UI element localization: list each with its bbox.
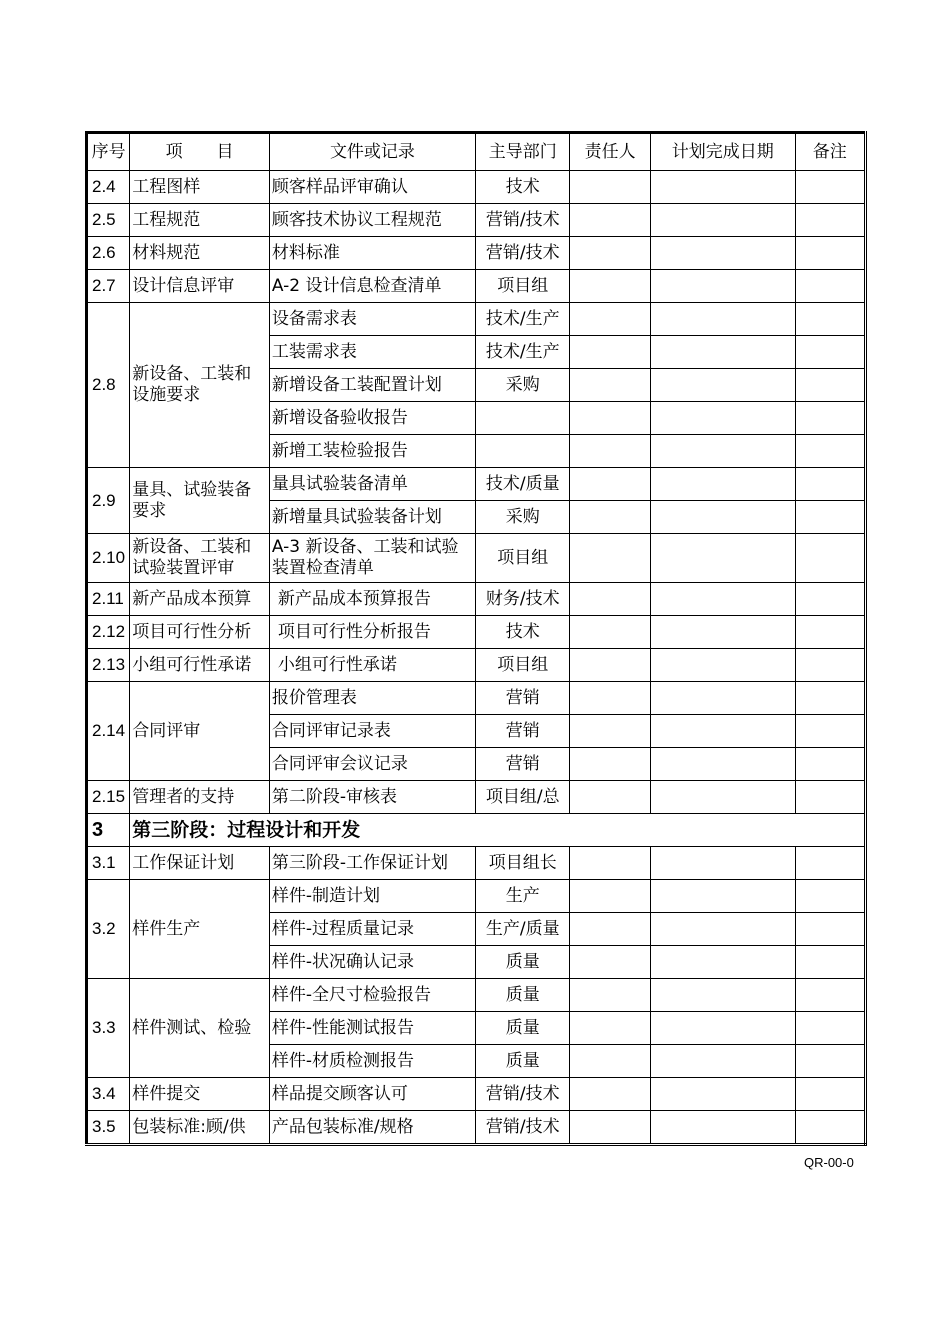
due-date-cell [650,468,795,501]
row-number: 2.11 [87,583,130,616]
owner-cell [570,1111,650,1145]
due-date-cell [650,204,795,237]
planning-sheet [85,131,867,1146]
table-row [87,237,866,270]
document-name: 新增量具试验装备计划 [269,501,475,534]
table-row [87,204,866,237]
header-date: 计划完成日期 [650,133,795,171]
lead-department: 营销 [475,682,569,715]
table-row [87,616,866,649]
table-row [87,1078,866,1111]
due-date-cell [650,303,795,336]
due-date-cell [650,402,795,435]
note-cell [795,402,865,435]
owner-cell [570,336,650,369]
item-name: 项目可行性分析 [130,616,270,649]
table-row [87,583,866,616]
owner-cell [570,303,650,336]
due-date-cell [650,979,795,1012]
owner-cell [570,402,650,435]
lead-department: 营销 [475,715,569,748]
lead-department: 营销/技术 [475,204,569,237]
item-name: 新设备、工装和试验装置评审 [130,534,270,583]
item-name: 工程图样 [130,171,270,204]
item-name: 样件测试、检验 [130,979,270,1078]
note-cell [795,847,865,880]
lead-department: 生产/质量 [475,913,569,946]
document-name: 合同评审会议记录 [269,748,475,781]
lead-department: 质量 [475,1045,569,1078]
lead-department: 采购 [475,501,569,534]
note-cell [795,468,865,501]
lead-department: 营销 [475,748,569,781]
table-row [87,303,866,336]
row-number: 3.4 [87,1078,130,1111]
table-row [87,880,866,913]
due-date-cell [650,171,795,204]
document-name: 样件-制造计划 [269,880,475,913]
document-name: A-2 设计信息检查清单 [269,270,475,303]
lead-department [475,435,569,468]
table-row [87,979,866,1012]
section-title: 第三阶段：过程设计和开发 [130,814,866,847]
document-name: 样件-状况确认记录 [269,946,475,979]
document-name: 样件-全尺寸检验报告 [269,979,475,1012]
item-name: 小组可行性承诺 [130,649,270,682]
lead-department: 技术/生产 [475,336,569,369]
row-number: 2.6 [87,237,130,270]
owner-cell [570,1045,650,1078]
document-name: 小组可行性承诺 [269,649,475,682]
row-number: 2.15 [87,781,130,814]
owner-cell [570,534,650,583]
note-cell [795,369,865,402]
item-name: 设计信息评审 [130,270,270,303]
owner-cell [570,435,650,468]
row-number: 3.2 [87,880,130,979]
note-cell [795,204,865,237]
item-name: 新产品成本预算 [130,583,270,616]
owner-cell [570,781,650,814]
item-name: 包装标准:顾/供 [130,1111,270,1145]
owner-cell [570,468,650,501]
note-cell [795,583,865,616]
owner-cell [570,748,650,781]
owner-cell [570,979,650,1012]
note-cell [795,979,865,1012]
item-name: 工作保证计划 [130,847,270,880]
due-date-cell [650,616,795,649]
document-name: 项目可行性分析报告 [269,616,475,649]
owner-cell [570,583,650,616]
document-name: 工装需求表 [269,336,475,369]
document-name: 报价管理表 [269,682,475,715]
due-date-cell [650,649,795,682]
lead-department: 技术/质量 [475,468,569,501]
plan-table-body [87,133,866,1145]
header-doc: 文件或记录 [269,133,475,171]
due-date-cell [650,1012,795,1045]
due-date-cell [650,270,795,303]
document-name: 新增工装检验报告 [269,435,475,468]
section-row [87,814,866,847]
document-name: 新增设备验收报告 [269,402,475,435]
document-name: 合同评审记录表 [269,715,475,748]
note-cell [795,270,865,303]
plan-table [85,131,867,1146]
note-cell [795,534,865,583]
row-number: 2.9 [87,468,130,534]
lead-department: 项目组 [475,649,569,682]
lead-department: 营销/技术 [475,1078,569,1111]
owner-cell [570,847,650,880]
owner-cell [570,204,650,237]
note-cell [795,1078,865,1111]
lead-department: 项目组长 [475,847,569,880]
due-date-cell [650,946,795,979]
row-number: 2.7 [87,270,130,303]
note-cell [795,303,865,336]
lead-department: 生产 [475,880,569,913]
owner-cell [570,649,650,682]
due-date-cell [650,534,795,583]
owner-cell [570,501,650,534]
document-name: 顾客样品评审确认 [269,171,475,204]
table-row [87,171,866,204]
table-row [87,847,866,880]
owner-cell [570,715,650,748]
header-owner: 责任人 [570,133,650,171]
header-seq: 序号 [87,133,130,171]
note-cell [795,781,865,814]
note-cell [795,913,865,946]
lead-department: 项目组/总 [475,781,569,814]
owner-cell [570,270,650,303]
due-date-cell [650,847,795,880]
lead-department: 财务/技术 [475,583,569,616]
note-cell [795,946,865,979]
header-dept: 主导部门 [475,133,569,171]
due-date-cell [650,748,795,781]
lead-department: 技术 [475,616,569,649]
owner-cell [570,1078,650,1111]
lead-department [475,402,569,435]
due-date-cell [650,781,795,814]
document-name: 第二阶段-审核表 [269,781,475,814]
owner-cell [570,913,650,946]
owner-cell [570,171,650,204]
due-date-cell [650,1045,795,1078]
row-number: 2.12 [87,616,130,649]
note-cell [795,237,865,270]
section-number: 3 [87,814,130,847]
note-cell [795,1045,865,1078]
item-name: 合同评审 [130,682,270,781]
due-date-cell [650,1078,795,1111]
due-date-cell [650,880,795,913]
note-cell [795,715,865,748]
note-cell [795,880,865,913]
owner-cell [570,237,650,270]
document-name: 量具试验装备清单 [269,468,475,501]
table-row [87,781,866,814]
due-date-cell [650,715,795,748]
row-number: 3.3 [87,979,130,1078]
due-date-cell [650,1111,795,1145]
document-name: 产品包装标准/规格 [269,1111,475,1145]
item-name: 新设备、工装和设施要求 [130,303,270,468]
lead-department: 质量 [475,979,569,1012]
table-row [87,1111,866,1145]
due-date-cell [650,237,795,270]
lead-department: 项目组 [475,270,569,303]
row-number: 2.13 [87,649,130,682]
item-name: 管理者的支持 [130,781,270,814]
row-number: 3.5 [87,1111,130,1145]
form-code: QR-00-0 [804,1155,854,1170]
row-number: 2.8 [87,303,130,468]
document-name: A-3 新设备、工装和试验装置检查清单 [269,534,475,583]
document-name: 样品提交顾客认可 [269,1078,475,1111]
due-date-cell [650,336,795,369]
lead-department: 质量 [475,946,569,979]
row-number: 2.5 [87,204,130,237]
note-cell [795,649,865,682]
item-name: 样件生产 [130,880,270,979]
due-date-cell [650,682,795,715]
lead-department: 技术 [475,171,569,204]
owner-cell [570,682,650,715]
owner-cell [570,369,650,402]
due-date-cell [650,913,795,946]
owner-cell [570,616,650,649]
note-cell [795,682,865,715]
document-name: 样件-过程质量记录 [269,913,475,946]
item-name: 样件提交 [130,1078,270,1111]
lead-department: 营销/技术 [475,237,569,270]
note-cell [795,171,865,204]
document-name: 顾客技术协议工程规范 [269,204,475,237]
note-cell [795,501,865,534]
document-name: 设备需求表 [269,303,475,336]
row-number: 2.4 [87,171,130,204]
table-row [87,534,866,583]
note-cell [795,1012,865,1045]
lead-department: 营销/技术 [475,1111,569,1145]
item-name: 工程规范 [130,204,270,237]
note-cell [795,748,865,781]
header-row [87,133,866,171]
lead-department: 技术/生产 [475,303,569,336]
table-row [87,682,866,715]
owner-cell [570,880,650,913]
note-cell [795,336,865,369]
table-row [87,270,866,303]
row-number: 2.14 [87,682,130,781]
document-name: 新产品成本预算报告 [269,583,475,616]
due-date-cell [650,369,795,402]
lead-department: 采购 [475,369,569,402]
document-name: 材料标准 [269,237,475,270]
note-cell [795,1111,865,1145]
document-name: 样件-材质检测报告 [269,1045,475,1078]
document-name: 样件-性能测试报告 [269,1012,475,1045]
note-cell [795,435,865,468]
item-name: 材料规范 [130,237,270,270]
table-row [87,468,866,501]
document-name: 第三阶段-工作保证计划 [269,847,475,880]
table-row [87,649,866,682]
due-date-cell [650,583,795,616]
header-item: 项 目 [130,133,270,171]
due-date-cell [650,501,795,534]
note-cell [795,616,865,649]
row-number: 3.1 [87,847,130,880]
lead-department: 项目组 [475,534,569,583]
header-note: 备注 [795,133,865,171]
item-name: 量具、试验装备要求 [130,468,270,534]
lead-department: 质量 [475,1012,569,1045]
owner-cell [570,1012,650,1045]
row-number: 2.10 [87,534,130,583]
owner-cell [570,946,650,979]
due-date-cell [650,435,795,468]
document-name: 新增设备工装配置计划 [269,369,475,402]
